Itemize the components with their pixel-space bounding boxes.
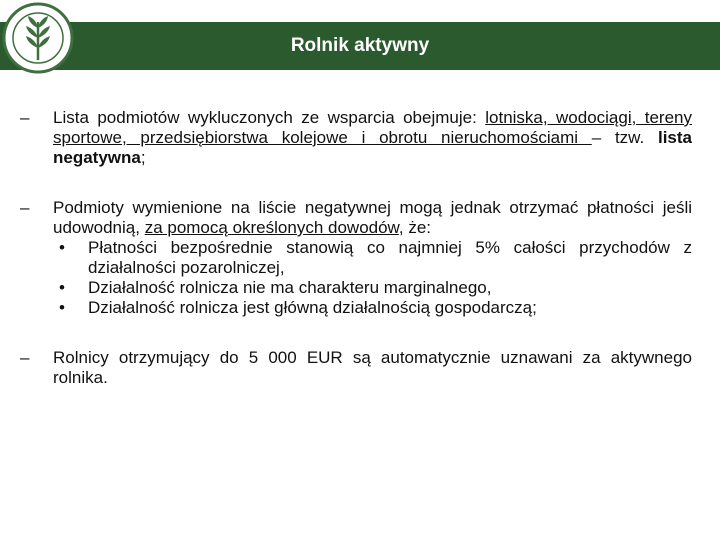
- bullet-marker: •: [59, 238, 65, 257]
- list-item-exclusions: [20, 108, 692, 168]
- text: ;: [140, 148, 146, 167]
- sub-item-text: Działalność rolnicza nie ma charakteru marginalnego,: [88, 278, 492, 297]
- slide-title: Rolnik aktywny: [290, 35, 430, 56]
- sub-item-text: Płatności bezpośrednie stanowią co najmniej 5% całości przychodów z działalności pozarolniczej,: [88, 238, 692, 277]
- sub-item: [53, 238, 692, 278]
- paragraph: [53, 108, 692, 168]
- wheat-emblem-icon: [2, 2, 74, 74]
- paragraph: [53, 198, 692, 238]
- dash-marker: –: [20, 198, 30, 217]
- underlined-text: za pomocą określonych dowodów: [144, 218, 399, 237]
- sub-item: [53, 298, 692, 318]
- content: [20, 108, 692, 418]
- paragraph: Rolnicy otrzymujący do 5 000 EUR są automatycznie uznawani za aktywnego rolnika.: [53, 348, 692, 387]
- text: Podmioty wymienione na liście negatywnej mogą jednak otrzymać płatności jeśli udowodnią,: [53, 198, 692, 237]
- dash-marker: –: [20, 108, 30, 127]
- underlined-text: lotniska, wodociągi, tereny sportowe, przedsiębiorstwa kolejowe i obrotu nieruchomościami: [53, 108, 693, 147]
- dash-marker: –: [20, 348, 30, 367]
- bullet-marker: •: [59, 298, 65, 317]
- text: , że:: [398, 218, 432, 237]
- list-item-small-farmers: [20, 348, 692, 388]
- list-item-exceptions: [20, 198, 692, 318]
- bold-text: lista negatywna: [53, 128, 692, 167]
- text: Lista podmiotów wykluczonych ze wsparcia obejmuje:: [53, 108, 486, 127]
- text: – tzw.: [591, 128, 658, 147]
- sub-item: [53, 278, 692, 298]
- bullet-marker: •: [59, 278, 65, 297]
- sub-item-text: Działalność rolnicza jest główną działalnością gospodarczą;: [88, 298, 537, 317]
